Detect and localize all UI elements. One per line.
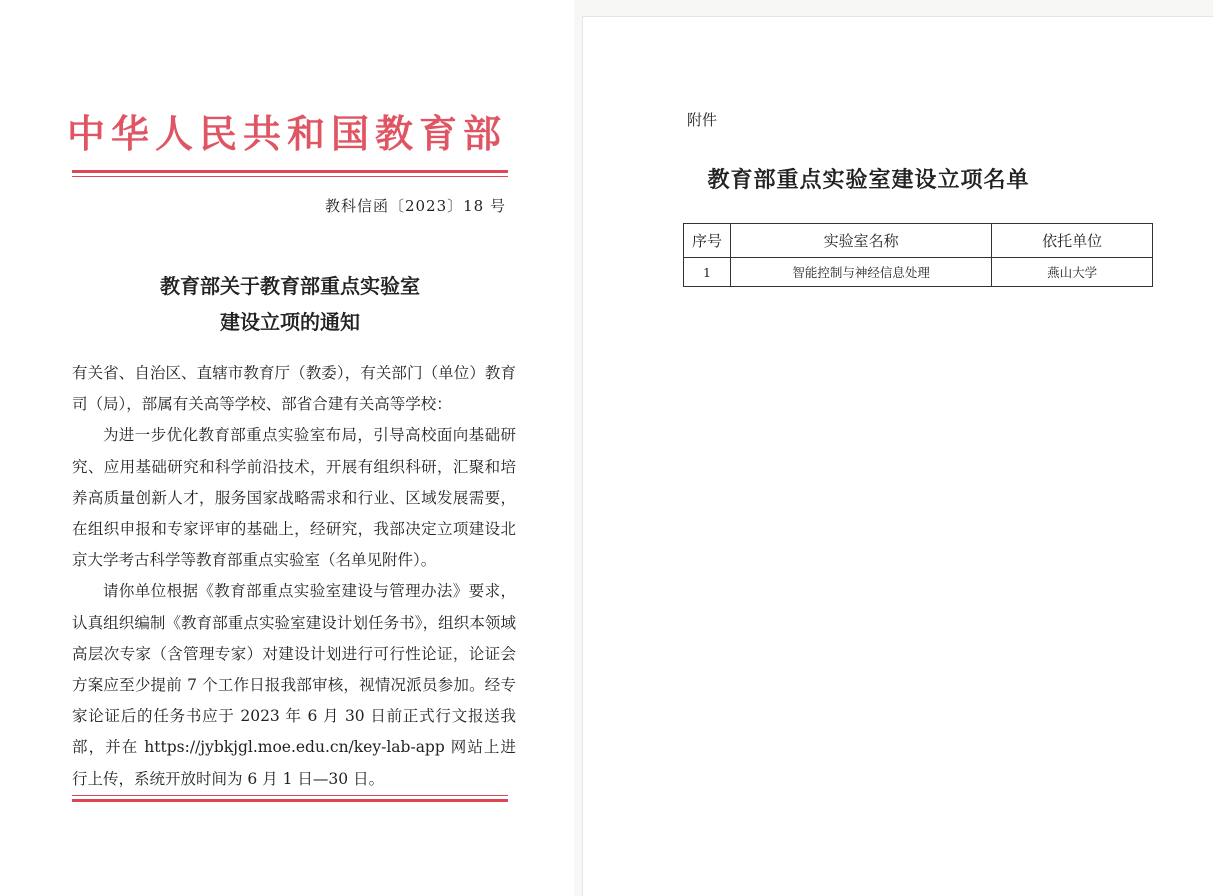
notice-title-line1: 教育部关于教育部重点实验室 [160, 274, 420, 298]
column-header-index: 序号 [684, 224, 731, 258]
notice-title [0, 268, 580, 340]
notice-page [0, 0, 574, 896]
body-paragraph-1: 为进一步优化教育部重点实验室布局，引导高校面向基础研究、应用基础研究和科学前沿技术，开展有组织科研，汇聚和培养高质量创新人才，服务国家战略需求和行业、区域发展需要，在组织申报和专家评审的基础上，经研究，我部决定立项建设北京大学考古科学等教育部重点实验室（名单见附件）。 [72, 426, 516, 570]
notice-title-line2: 建设立项的通知 [220, 310, 360, 334]
masthead-title: 中华人民共和国教育部 [66, 111, 507, 156]
attachment-label: 附件 [687, 111, 718, 129]
cell-lab-name: 智能控制与神经信息处理 [730, 258, 991, 287]
table-row [684, 258, 1153, 287]
header-red-rule [72, 170, 508, 177]
column-header-lab-name: 实验室名称 [730, 224, 991, 258]
document-number: 教科信函〔2023〕18 号 [324, 197, 506, 215]
body-paragraph-2: 请你单位根据《教育部重点实验室建设与管理办法》要求，认真组织编制《教育部重点实验室建设计划任务书》，组织本领域高层次专家（含管理专家）对建设计划进行可行性论证，论证会方案应至少提前 7 个工作日报我部审核，视情况派员参加。经专家论证后的任务书应于 2023 年 6 月 30 日前正式行文报送我部，并在 https://jybkjgl.moe.edu.cn/key-lab-app 网站上进行上传，系统开放时间为 6 月 1 日—30 日。 [72, 582, 516, 788]
addressee: 有关省、自治区、直辖市教育厅（教委），有关部门（单位）教育司（局），部属有关高等学校、部省合建有关高等学校： [72, 364, 516, 414]
column-header-host-unit: 依托单位 [992, 224, 1153, 258]
table-header-row [684, 224, 1153, 258]
attachment-title: 教育部重点实验室建设立项名单 [707, 167, 1030, 193]
attachment-page [582, 16, 1213, 896]
cell-host-unit: 燕山大学 [992, 258, 1153, 287]
footer-red-rule [72, 795, 508, 802]
notice-body [72, 358, 516, 795]
cell-index: 1 [684, 258, 731, 287]
lab-list-table [683, 223, 1153, 287]
